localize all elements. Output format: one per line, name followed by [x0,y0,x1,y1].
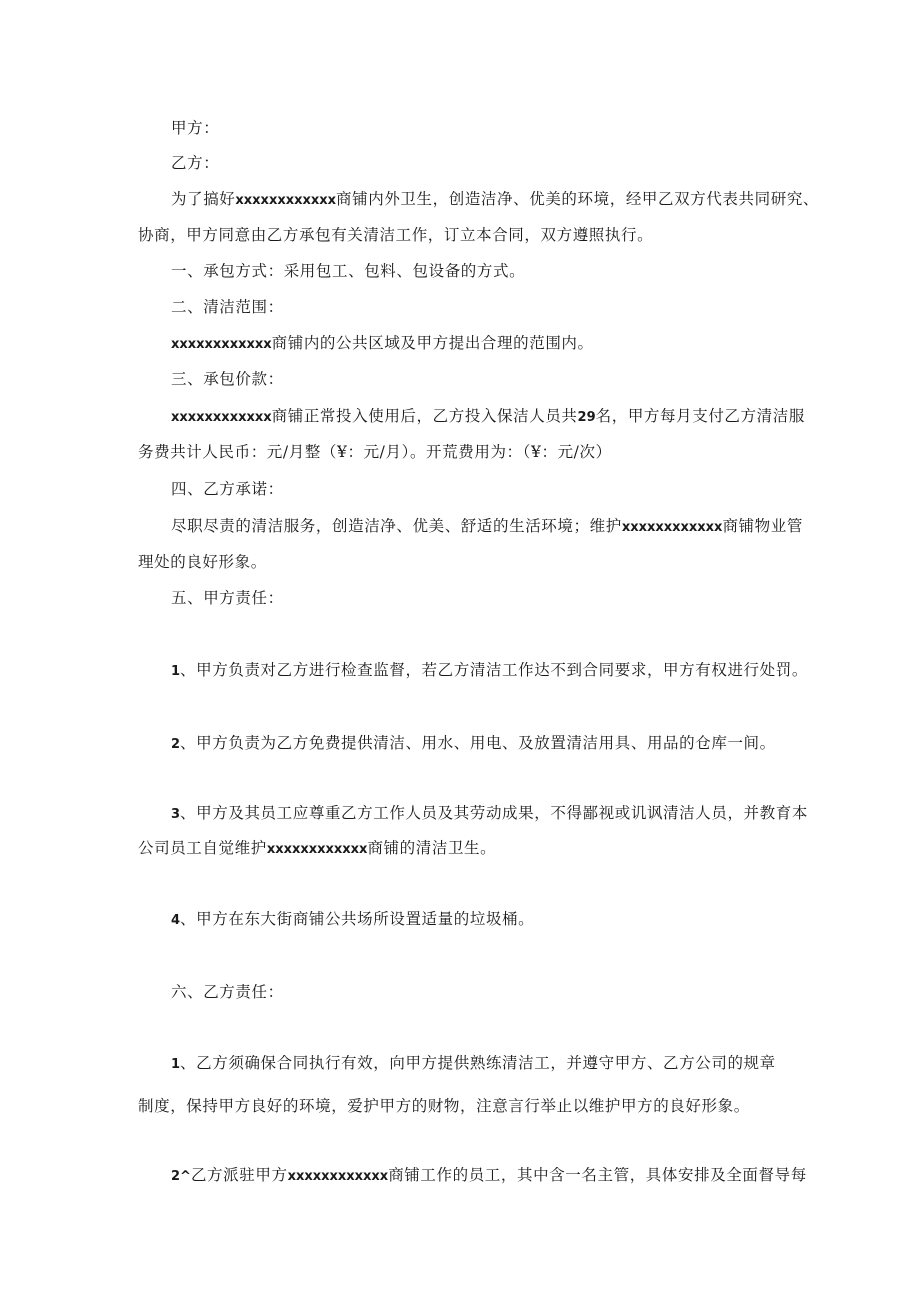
section-2-heading: 二、清洁范围： [171,298,284,316]
section-3-text-cont: 务费共计人民币：元/月整（¥：元/月）。开荒费用为：（¥：元/次） [138,443,612,461]
section-1-heading: 一、承包方式：采用包工、包料、包设备的方式。 [171,262,526,280]
section-6-item-1-cont: 制度，保持甲方良好的环境，爱护甲方的财物，注意言行举止以维护甲方的良好形象。 [138,1097,750,1115]
placeholder-code: xxxxxxxxxxxx [621,520,723,535]
section-5-item-4: 4、甲方在东大街商铺公共场所设置适量的垃圾桶。 [171,910,535,928]
placeholder-code: xxxxxxxxxxxx [171,410,272,425]
section-5-item-3: 3、甲方及其员工应尊重乙方工作人员及其劳动成果，不得鄙视或讥讽清洁人员，并教育本 [171,804,808,822]
intro-paragraph-cont: 协商，甲方同意由乙方承包有关清洁工作，订立本合同，双方遵照执行。 [138,226,654,244]
section-5-item-3-cont: 公司员工自觉维护xxxxxxxxxxxx商铺的清洁卫生。 [138,839,497,857]
intro-paragraph: 为了搞好xxxxxxxxxxxx商铺内外卫生，创造洁净、优美的环境，经甲乙双方代表共同研究、 [171,190,820,208]
placeholder-code: xxxxxxxxxxxx [171,337,272,352]
section-3-heading: 三、承包价款： [171,370,284,388]
placeholder-code: xxxxxxxxxxxx [266,842,368,857]
section-6-item-1: 1、乙方须确保合同执行有效，向甲方提供熟练清洁工，并遵守甲方、乙方公司的规章 [171,1054,776,1072]
section-4-text: 尽职尽责的清洁服务，创造洁净、优美、舒适的生活环境；维护xxxxxxxxxxxx商铺物业管 [171,517,803,535]
placeholder-code: xxxxxxxxxxxx [235,193,337,208]
section-3-text: xxxxxxxxxxxx商铺正常投入使用后，乙方投入保洁人员共29名，甲方每月支付乙方清洁服 [171,407,805,425]
section-5-heading: 五、甲方责任： [171,589,284,607]
party-a-label: 甲方： [171,119,220,137]
section-4-text-cont: 理处的良好形象。 [138,553,267,571]
section-4-heading: 四、乙方承诺： [171,480,284,498]
section-5-item-1: 1、甲方负责对乙方进行检查监督，若乙方清洁工作达不到合同要求，甲方有权进行处罚。 [171,661,808,679]
section-6-heading: 六、乙方责任： [171,983,284,1001]
section-6-item-2: 2^乙方派驻甲方xxxxxxxxxxxx商铺工作的员工，其中含一名主管，具体安排及全面督导每 [171,1166,807,1184]
staff-count: 29 [577,410,596,425]
placeholder-code: xxxxxxxxxxxx [287,1169,389,1184]
party-b-label: 乙方： [171,154,220,172]
section-2-text: xxxxxxxxxxxx商铺内的公共区域及甲方提出合理的范围内。 [171,334,594,352]
section-5-item-2: 2、甲方负责为乙方免费提供清洁、用水、用电、及放置清洁用具、用品的仓库一间。 [171,734,776,752]
